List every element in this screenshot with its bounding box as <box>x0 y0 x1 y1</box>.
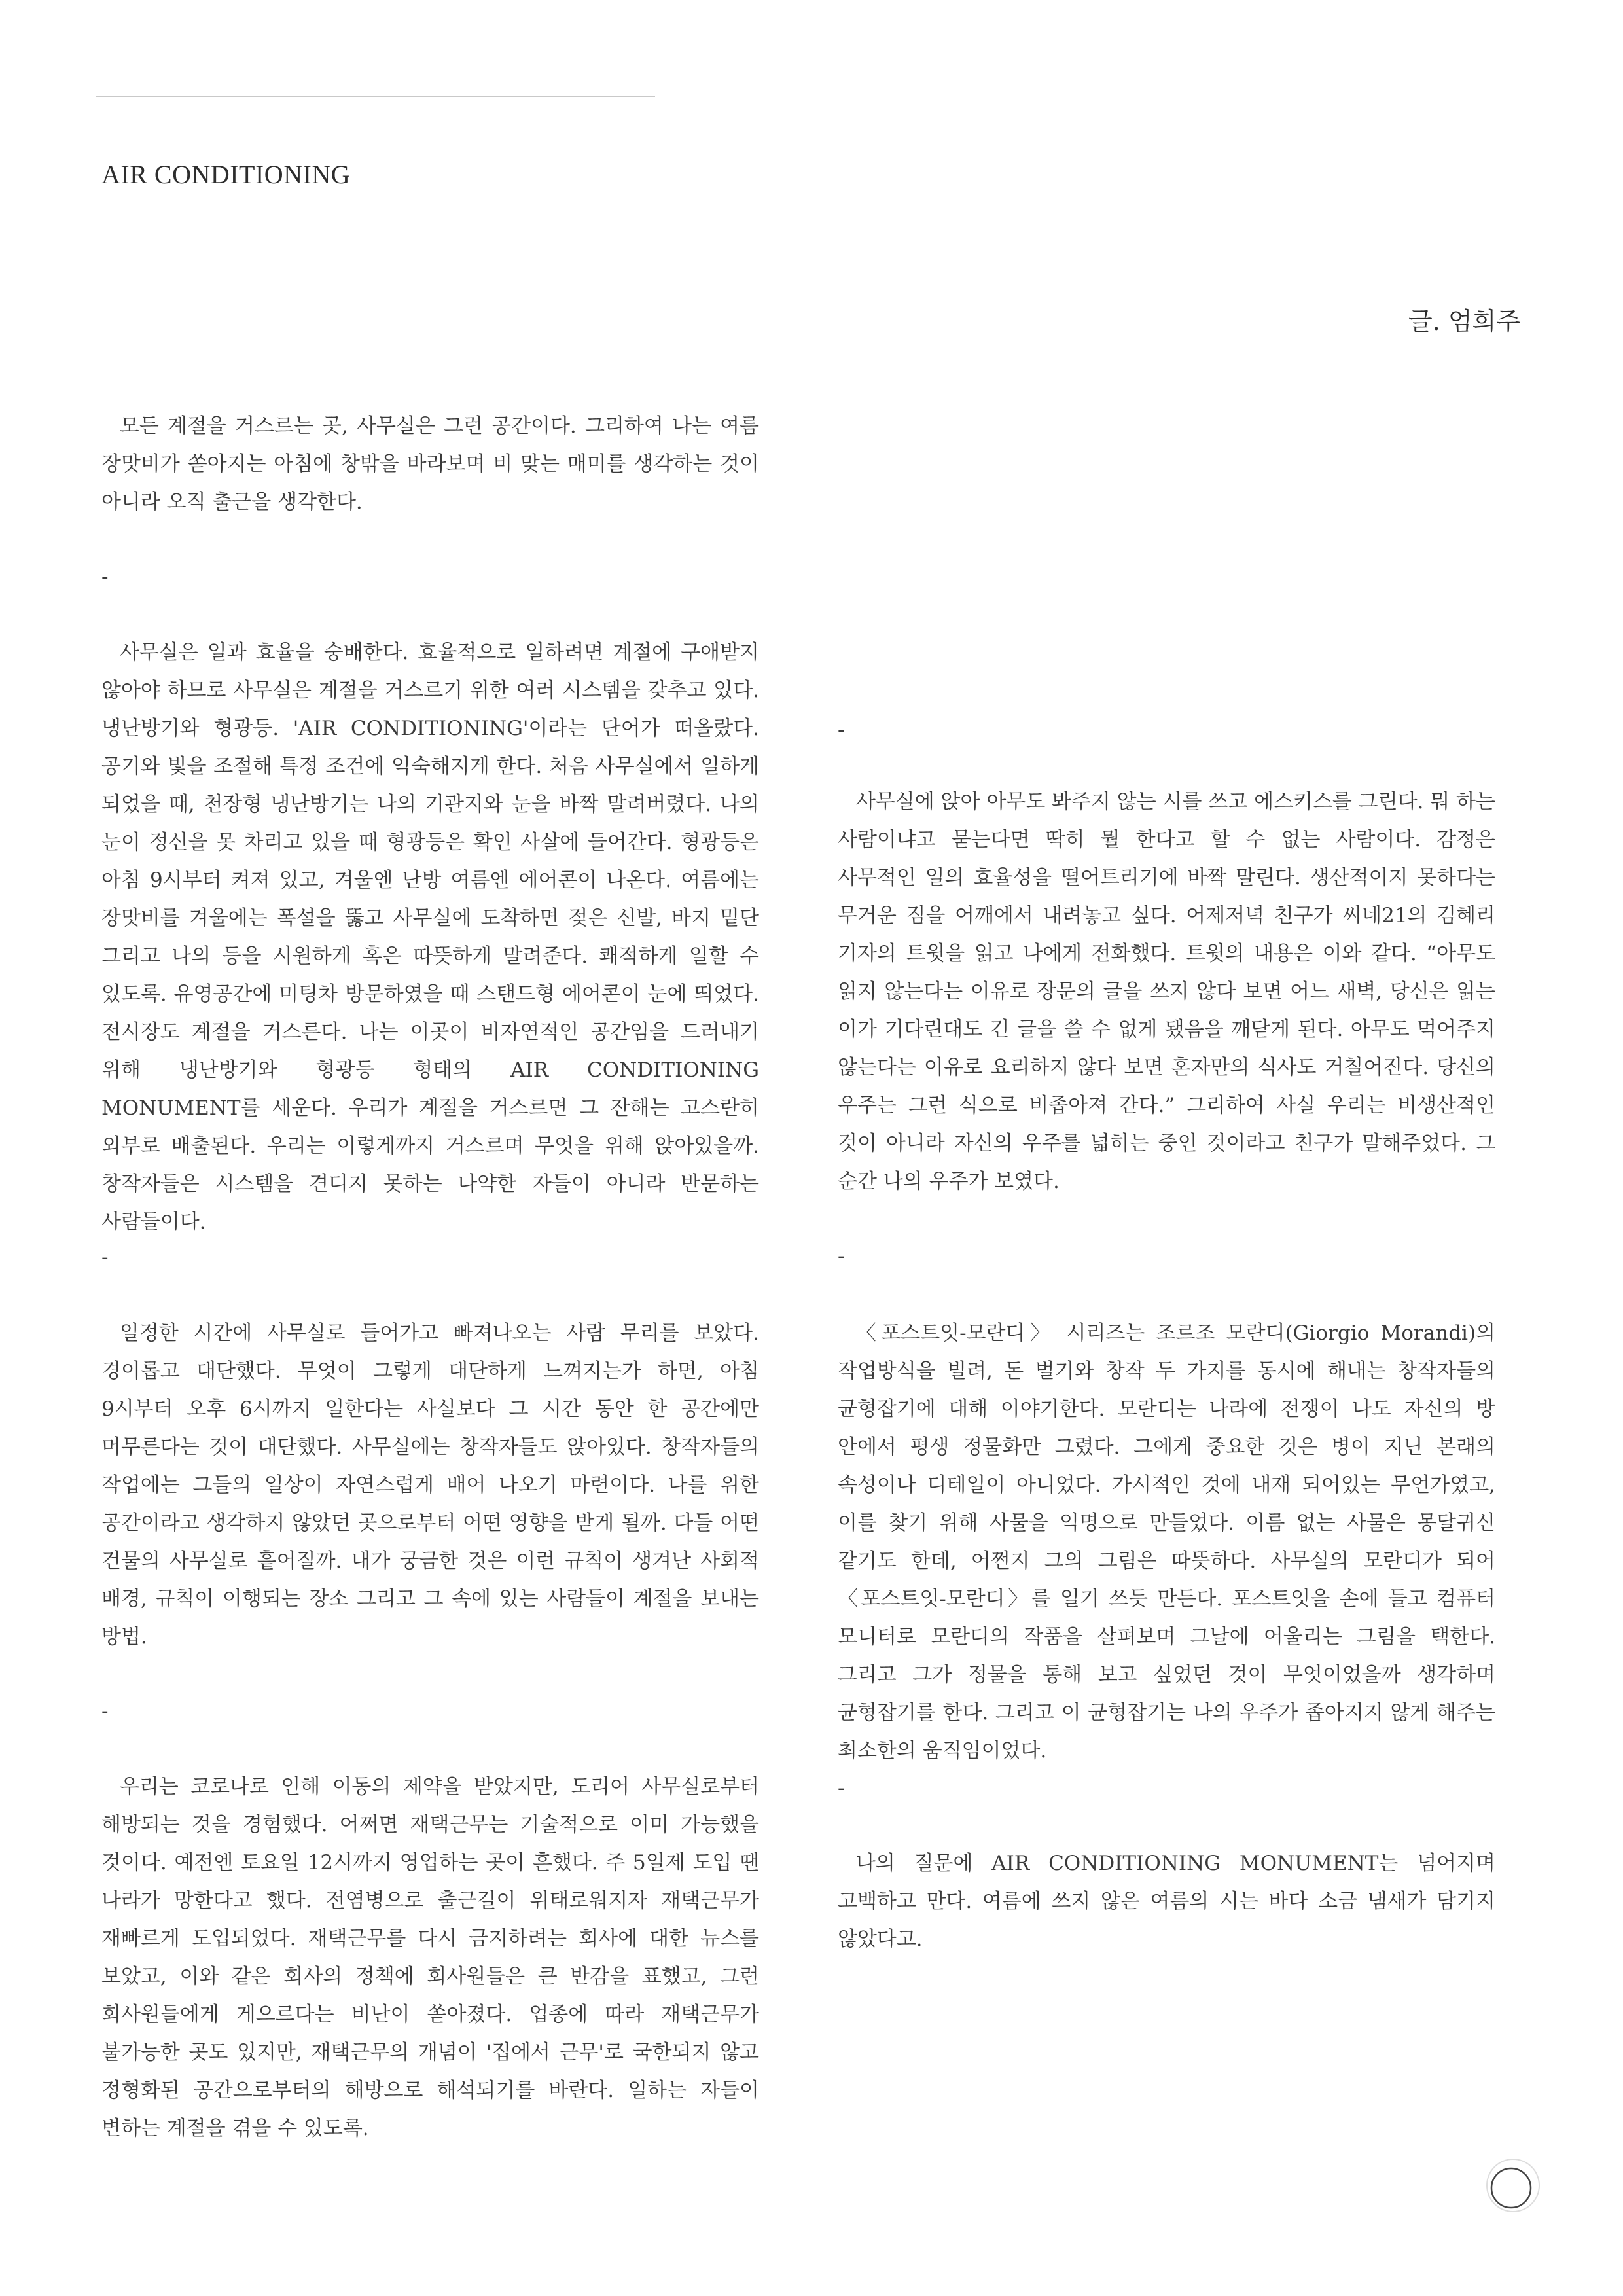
paragraph: 사무실은 일과 효율을 숭배한다. 효율적으로 일하려면 계절에 구애받지 않아야 하므로 사무실은 계절을 거스르기 위한 여러 시스템을 갖추고 있다. 냉난방기와 형광등. 'AIR CONDITIONING'이라는 단어가 떠올랐다. 공기와 빛을 조절해 특정 조건에 익숙해지게 한다. 처음 사무실에서 일하게 되었을 때, 천장형 냉난방기는 나의 기관지와 눈을 바짝 말려버렸다. 나의 눈이 정신을 못 차리고 있을 때 형광등은 확인 사살에 들어간다. 형광등은 아침 9시부터 켜져 있고, 겨울엔 난방 여름엔 에어콘이 나온다. 여름에는 장맛비를 겨울에는 폭설을 뚫고 사무실에 도착하면 젖은 신발, 바지 밑단 그리고 나의 등을 시원하게 혹은 따뜻하게 말려준다. 쾌적하게 일할 수 있도록. 유영공간에 미팅차 방문하였을 때 스탠드형 에어콘이 눈에 띄었다. 전시장도 계절을 거스른다. 나는 이곳이 비자연적인 공간임을 드러내기 위해 냉난방기와 형광등 형태의 AIR CONDITIONING MONUMENT를 세운다. 우리가 계절을 거스르면 그 잔해는 고스란히 외부로 배출된다. 우리는 이렇게까지 거스르며 무엇을 위해 앉아있을까. 창작자들은 시스템을 견디지 못하는 나약한 자들이 아니라 반문하는 사람들이다. <box>101 641 759 1234</box>
separator: - <box>101 1699 109 1723</box>
page-marker-circle-icon <box>1484 2157 1542 2214</box>
page-title: AIR CONDITIONING <box>101 160 351 189</box>
paragraph: 사무실에 앉아 아무도 봐주지 않는 시를 쓰고 에스키스를 그린다. 뭐 하는 사람이냐고 묻는다면 딱히 뭘 한다고 할 수 없는 사람이다. 감정은 사무적인 일의 효율성을 떨어트리기에 바짝 말린다. 생산적이지 못하다는 무거운 짐을 어깨에서 내려놓고 싶다. 어제저녁 친구가 씨네21의 김혜리 기자의 트윗을 읽고 나에게 전화했다. 트윗의 내용은 이와 같다. “아무도 읽지 않는다는 이유로 장문의 글을 쓰지 않다 보면 어느 새벽, 당신은 읽는 이가 기다린대도 긴 글을 쓸 수 없게 됐음을 깨닫게 된다. 아무도 먹어주지 않는다는 이유로 요리하지 않다 보면 혼자만의 식사도 거칠어진다. 당신의 우주는 그런 식으로 비좁아져 간다.” 그리하여 사실 우리는 비생산적인 것이 아니라 자신의 우주를 넓히는 중인 것이라고 친구가 말해주었다. 그 순간 나의 우주가 보였다. <box>838 790 1495 1193</box>
paragraph: 우리는 코로나로 인해 이동의 제약을 받았지만, 도리어 사무실로부터 해방되는 것을 경험했다. 어쩌면 재택근무는 기술적으로 이미 가능했을 것이다. 예전엔 토요일 12시까지 영업하는 곳이 흔했다. 주 5일제 도입 땐 나라가 망한다고 했다. 전염병으로 출근길이 위태로워지자 재택근무가 재빠르게 도입되었다. 재택근무를 다시 금지하려는 회사에 대한 뉴스를 보았고, 이와 같은 회사의 정책에 회사원들은 큰 반감을 표했고, 그런 회사원들에게 게으르다는 비난이 쏟아졌다. 업종에 따라 재택근무가 불가능한 곳도 있지만, 재택근무의 개념이 '집에서 근무'로 국한되지 않고 정형화된 공간으로부터의 해방으로 해석되기를 바란다. 일하는 자들이 변하는 계절을 겪을 수 있도록. <box>101 1775 759 2140</box>
paragraph: 모든 계절을 거스르는 곳, 사무실은 그런 공간이다. 그리하여 나는 여름 장맛비가 쏟아지는 아침에 창밖을 바라보며 비 맞는 매미를 생각하는 것이 아니라 오직 출근을 생각한다. <box>101 414 759 514</box>
paragraph: 나의 질문에 AIR CONDITIONING MONUMENT는 넘어지며 고백하고 만다. 여름에 쓰지 않은 여름의 시는 바다 소금 냄새가 담기지 않았다고. <box>838 1852 1495 1951</box>
separator: - <box>838 718 845 742</box>
separator: - <box>838 1244 845 1268</box>
separator: - <box>101 565 109 588</box>
top-rule <box>96 96 655 97</box>
paragraph: 〈포스트잇-모란디〉 시리즈는 조르조 모란디(Giorgio Morandi)의 작업방식을 빌려, 돈 벌기와 창작 두 가지를 동시에 해내는 창작자들의 균형잡기에 대해 이야기한다. 모란디는 나라에 전쟁이 나도 자신의 방 안에서 평생 정물화만 그렸다. 그에게 중요한 것은 병이 지닌 본래의 속성이나 디테일이 아니었다. 가시적인 것에 내재 되어있는 무언가였고, 이를 찾기 위해 사물을 익명으로 만들었다. 이름 없는 사물은 몽달귀신 같기도 한데, 어쩐지 그의 그림은 따뜻하다. 사무실의 모란디가 되어 〈포스트잇-모란디〉를 일기 쓰듯 만든다. 포스트잇을 손에 들고 컴퓨터 모니터로 모란디의 작품을 살펴보며 그날에 어울리는 그림을 택한다. 그리고 그가 정물을 통해 보고 싶었던 것이 무엇이었을까 생각하며 균형잡기를 한다. 그리고 이 균형잡기는 나의 우주가 좁아지지 않게 해주는 최소한의 움직임이었다. <box>838 1321 1495 1763</box>
paragraph: 일정한 시간에 사무실로 들어가고 빠져나오는 사람 무리를 보았다. 경이롭고 대단했다. 무엇이 그렇게 대단하게 느껴지는가 하면, 아침 9시부터 오후 6시까지 일한다는 사실보다 그 시간 동안 한 공간에만 머무른다는 것이 대단했다. 사무실에는 창작자들도 앉아있다. 창작자들의 작업에는 그들의 일상이 자연스럽게 배어 나오기 마련이다. 나를 위한 공간이라고 생각하지 않았던 곳으로부터 어떤 영향을 받게 될까. 다들 어떤 건물의 사무실로 흩어질까. 내가 궁금한 것은 이런 규칙이 생겨난 사회적 배경, 규칙이 이행되는 장소 그리고 그 속에 있는 사람들이 계절을 보내는 방법. <box>101 1321 759 1649</box>
author-byline: 글. 엄희주 <box>1408 307 1520 336</box>
separator: - <box>838 1776 845 1800</box>
separator: - <box>101 1246 109 1269</box>
